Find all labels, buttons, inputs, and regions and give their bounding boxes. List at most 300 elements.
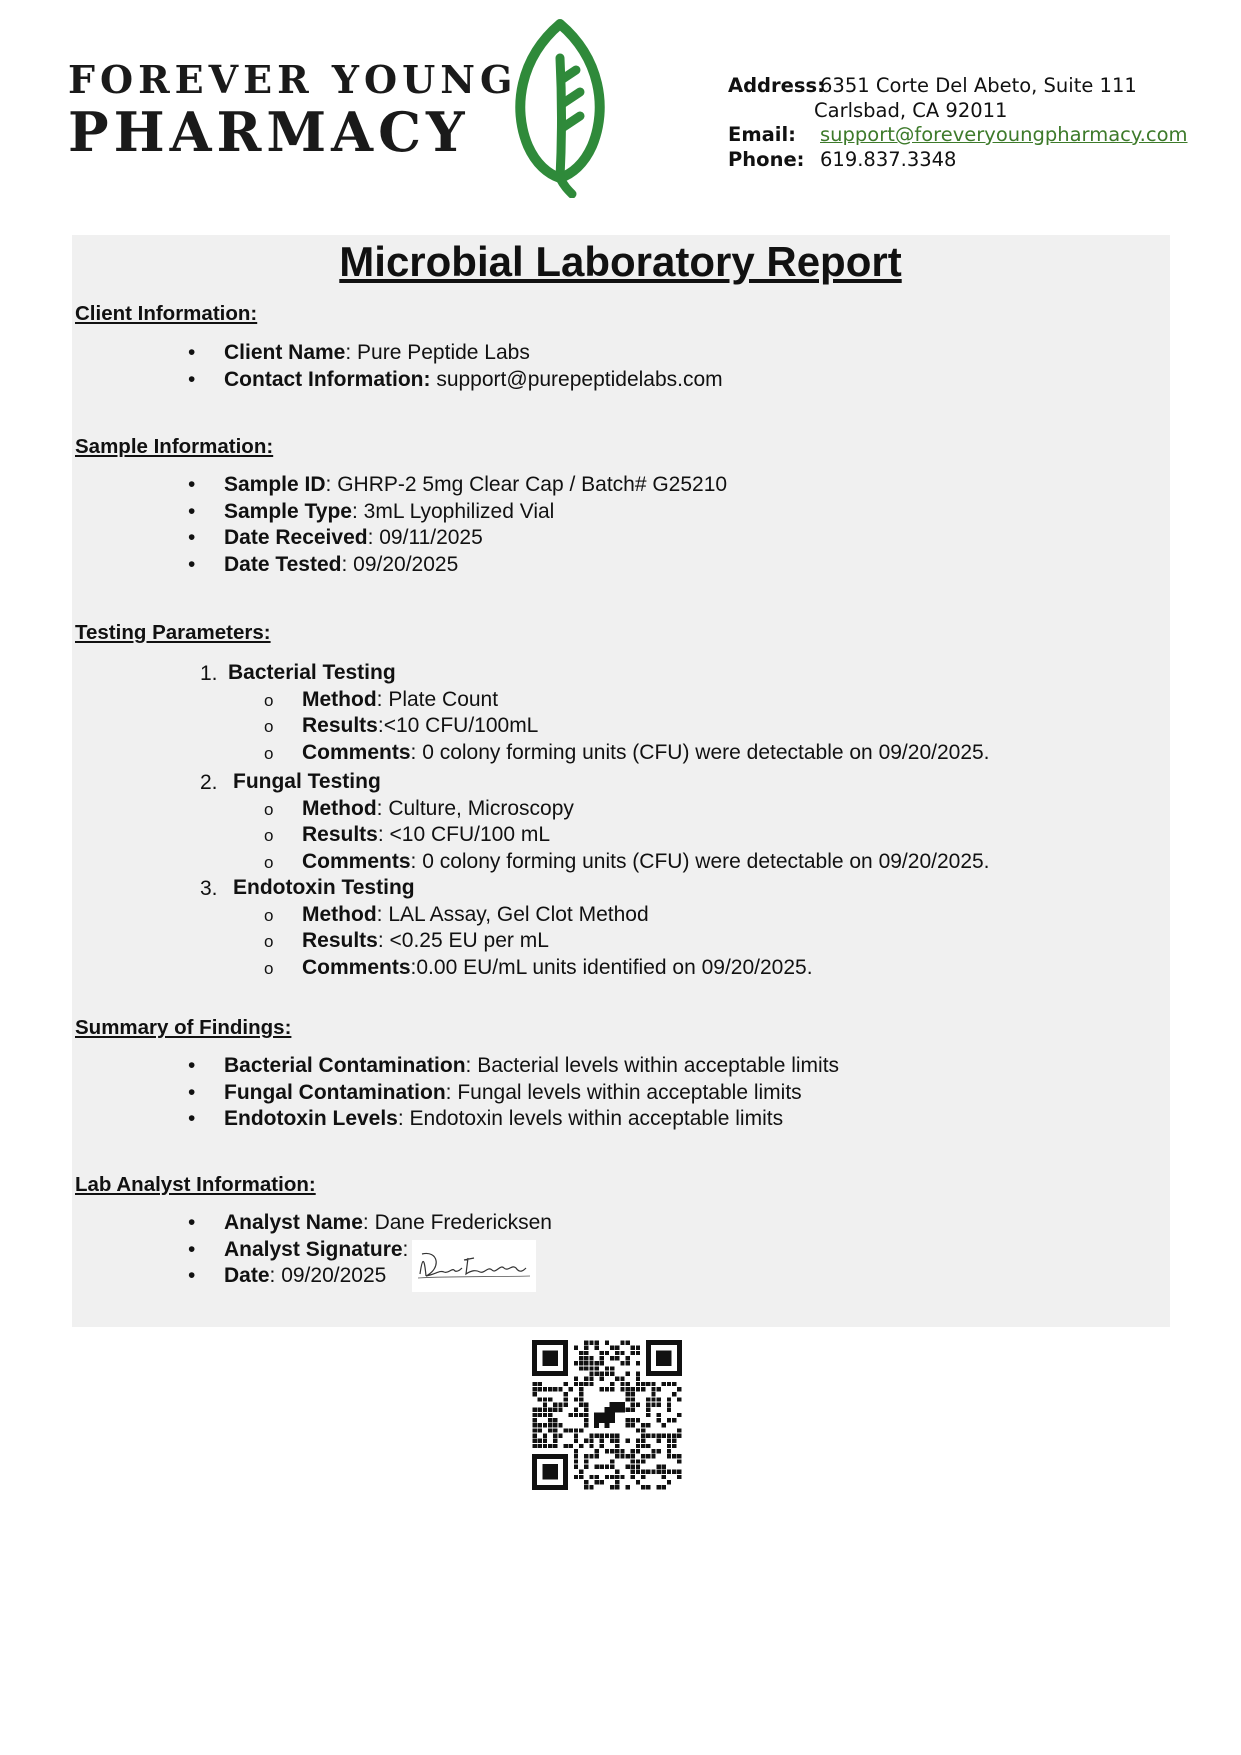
qr-module <box>626 1397 630 1401</box>
email-label: Email: <box>728 123 796 146</box>
qr-module <box>677 1413 681 1417</box>
qr-module <box>553 1444 557 1448</box>
qr-module <box>543 1413 547 1417</box>
qr-module <box>589 1366 593 1370</box>
client-info-list <box>188 340 723 393</box>
qr-module <box>626 1423 630 1427</box>
qr-module <box>610 1382 614 1386</box>
qr-module <box>600 1444 604 1448</box>
qr-module <box>641 1439 645 1443</box>
sample-info-heading: Sample Information: <box>75 435 274 458</box>
qr-module <box>589 1377 593 1381</box>
qr-module <box>631 1387 635 1391</box>
qr-module <box>584 1459 588 1463</box>
qr-module <box>636 1377 640 1381</box>
qr-module <box>605 1449 609 1453</box>
qr-module <box>584 1346 588 1350</box>
qr-module <box>563 1402 567 1406</box>
qr-module <box>532 1408 536 1412</box>
test-name: Endotoxin Testing <box>233 876 415 899</box>
detail-value: Culture, Microscopy <box>388 796 574 820</box>
qr-module <box>626 1439 630 1443</box>
detail-value: LAL Assay, Gel Clot Method <box>388 902 649 926</box>
qr-module <box>610 1366 614 1370</box>
dinosaur-icon <box>589 1397 625 1433</box>
qr-module <box>600 1439 604 1443</box>
detail-row <box>200 713 990 740</box>
qr-module <box>579 1470 583 1474</box>
qr-module <box>667 1444 671 1448</box>
qr-module <box>594 1465 598 1469</box>
test-details <box>200 687 990 767</box>
qr-module <box>667 1408 671 1412</box>
qr-module <box>548 1408 552 1412</box>
item-label: Endotoxin Levels <box>224 1107 398 1130</box>
qr-module <box>610 1356 614 1360</box>
qr-module <box>594 1434 598 1438</box>
qr-module <box>672 1392 676 1396</box>
qr-module <box>584 1366 588 1370</box>
qr-module <box>620 1382 624 1386</box>
qr-module <box>579 1361 583 1365</box>
qr-module <box>631 1454 635 1458</box>
qr-module <box>615 1480 619 1484</box>
test-details <box>200 902 990 982</box>
qr-module <box>636 1387 640 1391</box>
qr-module <box>563 1428 567 1432</box>
qr-module <box>641 1444 645 1448</box>
qr-module <box>641 1470 645 1474</box>
qr-module <box>584 1408 588 1412</box>
detail-row <box>200 955 990 982</box>
detail-label: Method <box>302 687 377 711</box>
qr-module <box>646 1402 650 1406</box>
qr-module <box>594 1346 598 1350</box>
item-value: Fungal levels within acceptable limits <box>457 1080 802 1104</box>
qr-module <box>579 1397 583 1401</box>
item-value: support@purepeptidelabs.com <box>436 367 723 391</box>
analyst-heading: Lab Analyst Information: <box>75 1173 316 1196</box>
detail-value: 0.00 EU/mL units identified on 09/20/2025. <box>416 955 813 979</box>
address-line-1: 6351 Corte Del Abeto, Suite 111 <box>820 74 1137 97</box>
qr-module <box>563 1392 567 1396</box>
item-label: Client Name <box>224 341 346 364</box>
contact-block <box>728 74 1188 172</box>
qr-module <box>667 1454 671 1458</box>
qr-module <box>532 1387 536 1391</box>
qr-module <box>610 1475 614 1479</box>
qr-module <box>631 1418 635 1422</box>
detail-label: Method <box>302 796 377 820</box>
qr-module <box>615 1351 619 1355</box>
list-item <box>188 340 723 367</box>
item-sep: : <box>465 1054 478 1077</box>
qr-module <box>631 1475 635 1479</box>
qr-module <box>677 1428 681 1432</box>
qr-code-icon[interactable] <box>532 1340 682 1490</box>
qr-module <box>589 1361 593 1365</box>
test-item-bacterial <box>200 660 990 766</box>
qr-module <box>558 1402 562 1406</box>
test-name: Fungal Testing <box>233 770 381 793</box>
qr-module <box>657 1413 661 1417</box>
qr-module <box>605 1465 609 1469</box>
item-label: Date Received <box>224 526 368 549</box>
qr-module <box>610 1434 614 1438</box>
qr-module <box>631 1392 635 1396</box>
qr-module <box>543 1423 547 1427</box>
item-label: Bacterial Contamination <box>224 1054 466 1077</box>
qr-module <box>569 1413 573 1417</box>
qr-module <box>641 1387 645 1391</box>
qr-module <box>636 1459 640 1463</box>
qr-module <box>610 1371 614 1375</box>
qr-module <box>584 1418 588 1422</box>
detail-sep: : <box>377 714 384 737</box>
qr-module <box>605 1340 609 1344</box>
qr-module <box>641 1428 645 1432</box>
qr-module <box>548 1423 552 1427</box>
qr-module <box>636 1361 640 1365</box>
qr-module <box>667 1449 671 1453</box>
qr-module <box>543 1439 547 1443</box>
item-sep: : <box>402 1237 409 1261</box>
qr-module <box>636 1351 640 1355</box>
qr-module <box>538 1444 542 1448</box>
detail-sep: : <box>376 902 389 926</box>
test-details <box>200 796 990 876</box>
summary-heading: Summary of Findings: <box>75 1016 292 1039</box>
qr-module <box>574 1361 578 1365</box>
qr-module <box>538 1423 542 1427</box>
list-item <box>188 367 723 394</box>
qr-module <box>626 1340 630 1344</box>
detail-row <box>200 849 990 876</box>
qr-module <box>584 1423 588 1427</box>
qr-module <box>589 1444 593 1448</box>
qr-module <box>558 1408 562 1412</box>
qr-module <box>532 1444 536 1448</box>
testing-params-heading: Testing Parameters: <box>75 621 271 644</box>
qr-module <box>620 1449 624 1453</box>
qr-module <box>538 1387 542 1391</box>
qr-module <box>589 1371 593 1375</box>
qr-module <box>631 1465 635 1469</box>
qr-module <box>651 1387 655 1391</box>
qr-module <box>636 1480 640 1484</box>
item-sep: : <box>367 526 380 549</box>
qr-module <box>657 1397 661 1401</box>
qr-module <box>662 1423 666 1427</box>
qr-module <box>574 1413 578 1417</box>
item-sep: : <box>445 1080 458 1104</box>
qr-module <box>584 1361 588 1365</box>
test-item-endotoxin <box>200 875 990 981</box>
qr-module <box>548 1428 552 1432</box>
qr-module <box>584 1356 588 1360</box>
qr-module <box>543 1408 547 1412</box>
qr-module <box>657 1485 661 1489</box>
qr-module <box>646 1408 650 1412</box>
qr-module <box>553 1387 557 1391</box>
item-value: Pure Peptide Labs <box>357 341 530 364</box>
qr-module <box>584 1454 588 1458</box>
qr-module <box>532 1434 536 1438</box>
qr-module <box>636 1465 640 1469</box>
qr-module <box>626 1454 630 1458</box>
qr-module <box>631 1408 635 1412</box>
qr-module <box>646 1382 650 1386</box>
qr-module <box>677 1387 681 1391</box>
qr-module <box>641 1454 645 1458</box>
qr-module <box>610 1449 614 1453</box>
qr-module <box>677 1434 681 1438</box>
qr-module <box>651 1392 655 1396</box>
detail-value: <10 CFU/100mL <box>383 714 539 737</box>
qr-module <box>620 1387 624 1391</box>
item-label: Contact Information: <box>224 367 431 391</box>
qr-module <box>641 1485 645 1489</box>
qr-module <box>626 1465 630 1469</box>
qr-module <box>532 1413 536 1417</box>
qr-module <box>620 1475 624 1479</box>
qr-module <box>579 1392 583 1396</box>
qr-module <box>672 1470 676 1474</box>
qr-module <box>558 1423 562 1427</box>
qr-module <box>677 1475 681 1479</box>
qr-module <box>584 1382 588 1386</box>
detail-value: 0 colony forming units (CFU) were detectable on 09/20/2025. <box>422 740 990 764</box>
detail-row <box>200 902 990 929</box>
qr-module <box>636 1428 640 1432</box>
qr-module <box>631 1449 635 1453</box>
qr-module <box>553 1428 557 1432</box>
qr-module <box>615 1434 619 1438</box>
qr-module <box>615 1470 619 1474</box>
qr-module <box>589 1340 593 1344</box>
detail-sep: : <box>410 740 423 764</box>
qr-module <box>553 1423 557 1427</box>
qr-module <box>579 1428 583 1432</box>
qr-module <box>574 1465 578 1469</box>
qr-module <box>574 1454 578 1458</box>
list-item <box>188 1080 839 1107</box>
detail-row <box>200 687 990 714</box>
qr-module <box>672 1454 676 1458</box>
qr-module <box>610 1346 614 1350</box>
qr-module <box>594 1366 598 1370</box>
item-sep: : <box>362 1211 375 1234</box>
qr-module <box>662 1475 666 1479</box>
qr-module <box>631 1346 635 1350</box>
qr-module <box>589 1454 593 1458</box>
qr-module <box>657 1434 661 1438</box>
qr-module <box>579 1356 583 1360</box>
list-item <box>188 1053 839 1080</box>
qr-module <box>667 1402 671 1406</box>
qr-module <box>626 1387 630 1391</box>
qr-module <box>600 1387 604 1391</box>
qr-module <box>641 1459 645 1463</box>
qr-module <box>543 1387 547 1391</box>
qr-module <box>646 1444 650 1448</box>
qr-module <box>646 1397 650 1401</box>
qr-module <box>605 1434 609 1438</box>
detail-value: <10 CFU/100 mL <box>389 823 551 846</box>
item-sep: : <box>341 552 354 576</box>
qr-module <box>615 1356 619 1360</box>
qr-module <box>667 1434 671 1438</box>
phone-label: Phone: <box>728 147 805 171</box>
item-value: Dane Fredericksen <box>374 1211 552 1234</box>
qr-module <box>548 1444 552 1448</box>
item-sep: : <box>269 1264 282 1287</box>
qr-module <box>651 1434 655 1438</box>
qr-module <box>574 1475 578 1479</box>
qr-module <box>620 1377 624 1381</box>
qr-module <box>584 1377 588 1381</box>
qr-module <box>605 1366 609 1370</box>
detail-label: Results <box>302 929 378 952</box>
qr-module <box>626 1382 630 1386</box>
qr-module <box>532 1418 536 1422</box>
qr-module <box>563 1382 567 1386</box>
qr-module <box>631 1459 635 1463</box>
qr-module <box>610 1465 614 1469</box>
qr-module <box>651 1397 655 1401</box>
qr-module <box>594 1449 598 1453</box>
qr-module <box>600 1371 604 1375</box>
item-value: Bacterial levels within acceptable limits <box>477 1054 840 1077</box>
qr-module <box>553 1402 557 1406</box>
qr-module <box>584 1413 588 1417</box>
qr-module <box>610 1439 614 1443</box>
qr-module <box>677 1459 681 1463</box>
qr-module <box>620 1454 624 1458</box>
qr-module <box>641 1434 645 1438</box>
detail-row <box>200 796 990 823</box>
qr-module <box>677 1454 681 1458</box>
qr-module <box>548 1418 552 1422</box>
list-item <box>188 552 727 579</box>
qr-module <box>620 1340 624 1344</box>
item-value: Endotoxin levels within acceptable limits <box>409 1107 784 1130</box>
qr-module <box>600 1361 604 1365</box>
item-label: Date Tested <box>224 552 342 576</box>
qr-module <box>579 1366 583 1370</box>
qr-module <box>538 1428 542 1432</box>
email-link[interactable]: support@foreveryoungpharmacy.com <box>820 123 1188 146</box>
detail-label: Results <box>302 714 378 737</box>
qr-module <box>548 1413 552 1417</box>
qr-module <box>558 1387 562 1391</box>
qr-module <box>631 1397 635 1401</box>
qr-module <box>574 1346 578 1350</box>
item-sep: : <box>345 341 358 364</box>
qr-module <box>646 1413 650 1417</box>
test-number: 2. <box>200 771 218 794</box>
qr-module <box>636 1439 640 1443</box>
qr-module <box>646 1485 650 1489</box>
qr-module <box>605 1351 609 1355</box>
qr-module <box>646 1434 650 1438</box>
qr-module <box>574 1377 578 1381</box>
qr-module <box>553 1434 557 1438</box>
qr-module <box>626 1361 630 1365</box>
item-sep: : <box>325 473 338 496</box>
item-sep: : <box>397 1107 410 1130</box>
qr-module <box>667 1397 671 1401</box>
qr-module <box>589 1485 593 1489</box>
item-label: Analyst Signature <box>224 1237 403 1261</box>
qr-module <box>532 1439 536 1443</box>
qr-module <box>594 1361 598 1365</box>
qr-module <box>651 1470 655 1474</box>
qr-module <box>574 1408 578 1412</box>
test-number: 1. <box>200 662 218 685</box>
qr-module <box>574 1459 578 1463</box>
qr-module <box>651 1449 655 1453</box>
qr-module <box>543 1444 547 1448</box>
qr-module <box>589 1475 593 1479</box>
qr-module <box>615 1485 619 1489</box>
detail-value: Plate Count <box>388 687 499 711</box>
qr-module <box>657 1418 661 1422</box>
detail-label: Method <box>302 902 377 926</box>
item-label: Date <box>224 1264 270 1287</box>
qr-module <box>672 1418 676 1422</box>
qr-module <box>605 1387 609 1391</box>
qr-module <box>657 1465 661 1469</box>
test-number: 3. <box>200 877 218 900</box>
brand-logo-text <box>68 58 517 162</box>
qr-module <box>594 1454 598 1458</box>
qr-module <box>646 1470 650 1474</box>
detail-row <box>200 928 990 955</box>
qr-module <box>667 1470 671 1474</box>
qr-module <box>553 1418 557 1422</box>
qr-module <box>636 1444 640 1448</box>
qr-module <box>636 1346 640 1350</box>
qr-module <box>615 1444 619 1448</box>
qr-module <box>553 1439 557 1443</box>
detail-sep: : <box>376 687 389 711</box>
qr-module <box>631 1402 635 1406</box>
qr-module <box>646 1454 650 1458</box>
qr-module <box>589 1382 593 1386</box>
qr-module <box>657 1449 661 1453</box>
qr-module <box>569 1444 573 1448</box>
qr-module <box>626 1371 630 1375</box>
qr-module <box>615 1439 619 1443</box>
qr-module <box>600 1351 604 1355</box>
qr-module <box>610 1387 614 1391</box>
detail-value: 0 colony forming units (CFU) were detectable on 09/20/2025. <box>422 849 990 873</box>
qr-module <box>532 1382 536 1386</box>
qr-module <box>574 1428 578 1432</box>
qr-module <box>636 1382 640 1386</box>
qr-module <box>615 1475 619 1479</box>
sample-info-list <box>188 472 727 578</box>
qr-module <box>594 1371 598 1375</box>
item-label: Sample ID <box>224 473 326 496</box>
detail-label: Comments <box>302 849 411 873</box>
qr-module <box>636 1371 640 1375</box>
qr-module <box>672 1382 676 1386</box>
qr-module <box>569 1428 573 1432</box>
item-value: GHRP-2 5mg Clear Cap / Batch# G25210 <box>337 473 728 496</box>
qr-module <box>538 1413 542 1417</box>
